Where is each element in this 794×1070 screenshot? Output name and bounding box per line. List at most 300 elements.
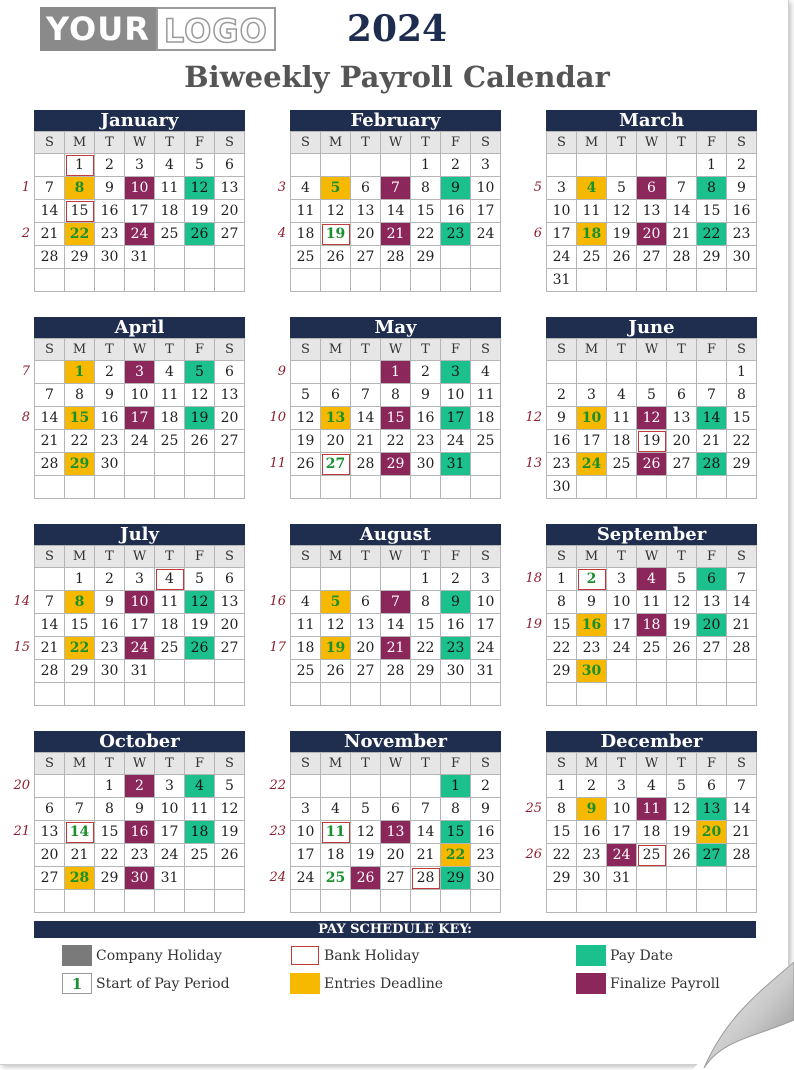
day-cell[interactable]: 29 — [381, 453, 411, 476]
day-cell[interactable]: 8 — [381, 384, 411, 407]
day-cell[interactable]: 24 — [125, 223, 155, 246]
day-cell[interactable]: 7 — [381, 591, 411, 614]
day-cell[interactable]: 24 — [125, 430, 155, 453]
day-cell[interactable]: 4 — [577, 177, 607, 200]
day-cell[interactable]: 4 — [155, 361, 185, 384]
day-cell[interactable]: 9 — [411, 384, 441, 407]
day-cell[interactable]: 17 — [471, 614, 501, 637]
day-cell[interactable]: 2 — [577, 775, 607, 798]
day-cell[interactable]: 12 — [637, 407, 667, 430]
day-cell[interactable]: 5 — [185, 568, 215, 591]
day-cell[interactable]: 29 — [441, 867, 471, 890]
day-cell[interactable]: 2 — [411, 361, 441, 384]
day-cell[interactable]: 22 — [95, 844, 125, 867]
day-cell[interactable]: 13 — [35, 821, 65, 844]
day-cell[interactable]: 13 — [697, 798, 727, 821]
day-cell[interactable]: 23 — [95, 637, 125, 660]
day-cell[interactable]: 10 — [125, 591, 155, 614]
day-cell[interactable]: 10 — [471, 177, 501, 200]
day-cell[interactable]: 23 — [441, 637, 471, 660]
day-cell[interactable]: 19 — [185, 614, 215, 637]
day-cell[interactable]: 12 — [667, 798, 697, 821]
day-cell[interactable]: 19 — [667, 614, 697, 637]
day-cell[interactable]: 16 — [471, 821, 501, 844]
day-cell[interactable]: 11 — [291, 614, 321, 637]
day-cell[interactable]: 10 — [125, 384, 155, 407]
day-cell[interactable]: 6 — [215, 361, 245, 384]
day-cell[interactable]: 16 — [441, 200, 471, 223]
day-cell[interactable]: 18 — [155, 200, 185, 223]
day-cell[interactable]: 12 — [321, 200, 351, 223]
day-cell[interactable]: 19 — [321, 223, 351, 246]
day-cell[interactable]: 15 — [65, 407, 95, 430]
day-cell[interactable]: 22 — [381, 430, 411, 453]
day-cell[interactable]: 2 — [441, 568, 471, 591]
day-cell[interactable]: 26 — [185, 223, 215, 246]
day-cell[interactable]: 15 — [547, 821, 577, 844]
day-cell[interactable]: 23 — [441, 223, 471, 246]
day-cell[interactable]: 10 — [607, 798, 637, 821]
day-cell[interactable]: 12 — [185, 177, 215, 200]
day-cell[interactable]: 23 — [95, 430, 125, 453]
day-cell[interactable]: 11 — [577, 200, 607, 223]
day-cell[interactable]: 6 — [637, 177, 667, 200]
day-cell[interactable]: 23 — [577, 637, 607, 660]
day-cell[interactable]: 17 — [471, 200, 501, 223]
day-cell[interactable]: 8 — [441, 798, 471, 821]
day-cell[interactable]: 7 — [351, 384, 381, 407]
day-cell[interactable]: 8 — [65, 177, 95, 200]
day-cell[interactable]: 2 — [125, 775, 155, 798]
day-cell[interactable]: 3 — [291, 798, 321, 821]
day-cell[interactable]: 8 — [411, 177, 441, 200]
day-cell[interactable]: 11 — [637, 591, 667, 614]
day-cell[interactable]: 25 — [637, 637, 667, 660]
day-cell[interactable]: 23 — [547, 453, 577, 476]
day-cell[interactable]: 16 — [95, 407, 125, 430]
day-cell[interactable]: 14 — [667, 200, 697, 223]
day-cell[interactable]: 19 — [291, 430, 321, 453]
day-cell[interactable]: 17 — [125, 614, 155, 637]
day-cell[interactable]: 10 — [441, 384, 471, 407]
day-cell[interactable]: 25 — [637, 844, 667, 867]
day-cell[interactable]: 31 — [125, 660, 155, 683]
day-cell[interactable]: 17 — [125, 407, 155, 430]
day-cell[interactable]: 25 — [155, 637, 185, 660]
day-cell[interactable]: 23 — [125, 844, 155, 867]
day-cell[interactable]: 22 — [547, 844, 577, 867]
day-cell[interactable]: 11 — [321, 821, 351, 844]
day-cell[interactable]: 13 — [215, 591, 245, 614]
day-cell[interactable]: 21 — [381, 223, 411, 246]
day-cell[interactable]: 18 — [155, 407, 185, 430]
day-cell[interactable]: 26 — [667, 637, 697, 660]
day-cell[interactable]: 20 — [667, 430, 697, 453]
day-cell[interactable]: 26 — [185, 637, 215, 660]
day-cell[interactable]: 12 — [667, 591, 697, 614]
day-cell[interactable]: 29 — [411, 246, 441, 269]
day-cell[interactable]: 1 — [65, 154, 95, 177]
day-cell[interactable]: 5 — [321, 591, 351, 614]
day-cell[interactable]: 30 — [95, 453, 125, 476]
day-cell[interactable]: 27 — [215, 637, 245, 660]
day-cell[interactable]: 25 — [291, 660, 321, 683]
day-cell[interactable]: 18 — [607, 430, 637, 453]
day-cell[interactable]: 8 — [697, 177, 727, 200]
day-cell[interactable]: 13 — [637, 200, 667, 223]
day-cell[interactable]: 21 — [667, 223, 697, 246]
day-cell[interactable]: 9 — [95, 177, 125, 200]
day-cell[interactable]: 5 — [185, 154, 215, 177]
day-cell[interactable]: 1 — [95, 775, 125, 798]
day-cell[interactable]: 1 — [381, 361, 411, 384]
day-cell[interactable]: 29 — [95, 867, 125, 890]
day-cell[interactable]: 27 — [697, 844, 727, 867]
day-cell[interactable]: 22 — [727, 430, 757, 453]
day-cell[interactable]: 2 — [441, 154, 471, 177]
day-cell[interactable]: 28 — [697, 453, 727, 476]
day-cell[interactable]: 26 — [185, 430, 215, 453]
day-cell[interactable]: 8 — [547, 798, 577, 821]
day-cell[interactable]: 14 — [35, 614, 65, 637]
day-cell[interactable]: 30 — [411, 453, 441, 476]
day-cell[interactable]: 20 — [321, 430, 351, 453]
day-cell[interactable]: 24 — [155, 844, 185, 867]
day-cell[interactable]: 4 — [291, 177, 321, 200]
day-cell[interactable]: 26 — [667, 844, 697, 867]
day-cell[interactable]: 4 — [321, 798, 351, 821]
day-cell[interactable]: 22 — [547, 637, 577, 660]
day-cell[interactable]: 21 — [411, 844, 441, 867]
day-cell[interactable]: 10 — [547, 200, 577, 223]
day-cell[interactable]: 24 — [471, 223, 501, 246]
day-cell[interactable]: 28 — [35, 453, 65, 476]
day-cell[interactable]: 6 — [351, 177, 381, 200]
day-cell[interactable]: 26 — [637, 453, 667, 476]
day-cell[interactable]: 28 — [667, 246, 697, 269]
day-cell[interactable]: 14 — [65, 821, 95, 844]
day-cell[interactable]: 7 — [65, 798, 95, 821]
day-cell[interactable]: 21 — [65, 844, 95, 867]
day-cell[interactable]: 24 — [441, 430, 471, 453]
day-cell[interactable]: 13 — [697, 591, 727, 614]
day-cell[interactable]: 14 — [35, 407, 65, 430]
day-cell[interactable]: 30 — [577, 867, 607, 890]
day-cell[interactable]: 17 — [291, 844, 321, 867]
day-cell[interactable]: 22 — [65, 430, 95, 453]
day-cell[interactable]: 16 — [125, 821, 155, 844]
day-cell[interactable]: 21 — [727, 614, 757, 637]
day-cell[interactable]: 6 — [351, 591, 381, 614]
day-cell[interactable]: 3 — [125, 154, 155, 177]
day-cell[interactable]: 27 — [381, 867, 411, 890]
day-cell[interactable]: 8 — [411, 591, 441, 614]
day-cell[interactable]: 24 — [547, 246, 577, 269]
day-cell[interactable]: 13 — [215, 177, 245, 200]
day-cell[interactable]: 19 — [321, 637, 351, 660]
day-cell[interactable]: 29 — [547, 660, 577, 683]
day-cell[interactable]: 27 — [215, 430, 245, 453]
day-cell[interactable]: 1 — [65, 361, 95, 384]
day-cell[interactable]: 26 — [291, 453, 321, 476]
day-cell[interactable]: 2 — [95, 361, 125, 384]
day-cell[interactable]: 5 — [185, 361, 215, 384]
day-cell[interactable]: 7 — [411, 798, 441, 821]
day-cell[interactable]: 24 — [125, 637, 155, 660]
day-cell[interactable]: 12 — [185, 591, 215, 614]
day-cell[interactable]: 1 — [441, 775, 471, 798]
day-cell[interactable]: 25 — [607, 453, 637, 476]
day-cell[interactable]: 28 — [381, 660, 411, 683]
day-cell[interactable]: 15 — [65, 614, 95, 637]
day-cell[interactable]: 15 — [441, 821, 471, 844]
day-cell[interactable]: 10 — [155, 798, 185, 821]
day-cell[interactable]: 18 — [185, 821, 215, 844]
day-cell[interactable]: 3 — [607, 568, 637, 591]
day-cell[interactable]: 12 — [185, 384, 215, 407]
day-cell[interactable]: 21 — [351, 430, 381, 453]
day-cell[interactable]: 4 — [607, 384, 637, 407]
day-cell[interactable]: 12 — [321, 614, 351, 637]
day-cell[interactable]: 2 — [547, 384, 577, 407]
day-cell[interactable]: 25 — [155, 223, 185, 246]
day-cell[interactable]: 12 — [607, 200, 637, 223]
day-cell[interactable]: 7 — [35, 384, 65, 407]
day-cell[interactable]: 15 — [697, 200, 727, 223]
day-cell[interactable]: 27 — [667, 453, 697, 476]
day-cell[interactable]: 18 — [321, 844, 351, 867]
day-cell[interactable]: 20 — [35, 844, 65, 867]
day-cell[interactable]: 5 — [607, 177, 637, 200]
day-cell[interactable]: 10 — [577, 407, 607, 430]
day-cell[interactable]: 3 — [155, 775, 185, 798]
day-cell[interactable]: 11 — [291, 200, 321, 223]
day-cell[interactable]: 18 — [637, 821, 667, 844]
day-cell[interactable]: 31 — [547, 269, 577, 292]
day-cell[interactable]: 19 — [215, 821, 245, 844]
day-cell[interactable]: 3 — [547, 177, 577, 200]
day-cell[interactable]: 27 — [215, 223, 245, 246]
day-cell[interactable]: 24 — [291, 867, 321, 890]
day-cell[interactable]: 21 — [35, 430, 65, 453]
day-cell[interactable]: 12 — [291, 407, 321, 430]
day-cell[interactable]: 17 — [607, 821, 637, 844]
day-cell[interactable]: 9 — [441, 177, 471, 200]
day-cell[interactable]: 15 — [95, 821, 125, 844]
day-cell[interactable]: 7 — [667, 177, 697, 200]
day-cell[interactable]: 22 — [65, 223, 95, 246]
day-cell[interactable]: 9 — [547, 407, 577, 430]
day-cell[interactable]: 11 — [155, 384, 185, 407]
day-cell[interactable]: 16 — [95, 200, 125, 223]
day-cell[interactable]: 17 — [547, 223, 577, 246]
day-cell[interactable]: 1 — [697, 154, 727, 177]
day-cell[interactable]: 14 — [697, 407, 727, 430]
day-cell[interactable]: 20 — [697, 821, 727, 844]
day-cell[interactable]: 2 — [95, 568, 125, 591]
day-cell[interactable]: 18 — [155, 614, 185, 637]
day-cell[interactable]: 6 — [697, 775, 727, 798]
day-cell[interactable]: 9 — [95, 591, 125, 614]
day-cell[interactable]: 3 — [471, 154, 501, 177]
day-cell[interactable]: 16 — [95, 614, 125, 637]
day-cell[interactable]: 7 — [727, 775, 757, 798]
day-cell[interactable]: 22 — [65, 637, 95, 660]
day-cell[interactable]: 28 — [727, 637, 757, 660]
day-cell[interactable]: 6 — [215, 154, 245, 177]
day-cell[interactable]: 28 — [35, 660, 65, 683]
day-cell[interactable]: 29 — [547, 867, 577, 890]
day-cell[interactable]: 20 — [215, 200, 245, 223]
day-cell[interactable]: 19 — [185, 407, 215, 430]
day-cell[interactable]: 29 — [65, 453, 95, 476]
day-cell[interactable]: 13 — [667, 407, 697, 430]
day-cell[interactable]: 17 — [155, 821, 185, 844]
day-cell[interactable]: 11 — [637, 798, 667, 821]
day-cell[interactable]: 2 — [577, 568, 607, 591]
day-cell[interactable]: 6 — [697, 568, 727, 591]
day-cell[interactable]: 30 — [441, 660, 471, 683]
day-cell[interactable]: 14 — [351, 407, 381, 430]
day-cell[interactable]: 15 — [411, 200, 441, 223]
day-cell[interactable]: 8 — [65, 384, 95, 407]
day-cell[interactable]: 24 — [607, 844, 637, 867]
day-cell[interactable]: 31 — [441, 453, 471, 476]
day-cell[interactable]: 8 — [727, 384, 757, 407]
day-cell[interactable]: 1 — [547, 568, 577, 591]
day-cell[interactable]: 25 — [291, 246, 321, 269]
day-cell[interactable]: 5 — [321, 177, 351, 200]
day-cell[interactable]: 6 — [321, 384, 351, 407]
day-cell[interactable]: 17 — [607, 614, 637, 637]
day-cell[interactable]: 6 — [35, 798, 65, 821]
day-cell[interactable]: 12 — [215, 798, 245, 821]
day-cell[interactable]: 18 — [471, 407, 501, 430]
day-cell[interactable]: 7 — [697, 384, 727, 407]
day-cell[interactable]: 15 — [65, 200, 95, 223]
day-cell[interactable]: 2 — [95, 154, 125, 177]
day-cell[interactable]: 27 — [697, 637, 727, 660]
day-cell[interactable]: 11 — [155, 177, 185, 200]
day-cell[interactable]: 25 — [471, 430, 501, 453]
day-cell[interactable]: 14 — [411, 821, 441, 844]
day-cell[interactable]: 2 — [471, 775, 501, 798]
day-cell[interactable]: 1 — [547, 775, 577, 798]
day-cell[interactable]: 23 — [95, 223, 125, 246]
day-cell[interactable]: 25 — [155, 430, 185, 453]
day-cell[interactable]: 28 — [351, 453, 381, 476]
day-cell[interactable]: 9 — [577, 591, 607, 614]
day-cell[interactable]: 29 — [65, 246, 95, 269]
day-cell[interactable]: 16 — [577, 821, 607, 844]
day-cell[interactable]: 16 — [727, 200, 757, 223]
day-cell[interactable]: 21 — [381, 637, 411, 660]
day-cell[interactable]: 27 — [321, 453, 351, 476]
day-cell[interactable]: 30 — [547, 476, 577, 499]
day-cell[interactable]: 14 — [381, 614, 411, 637]
day-cell[interactable]: 21 — [35, 637, 65, 660]
day-cell[interactable]: 24 — [607, 637, 637, 660]
day-cell[interactable]: 16 — [411, 407, 441, 430]
day-cell[interactable]: 26 — [351, 867, 381, 890]
day-cell[interactable]: 11 — [607, 407, 637, 430]
day-cell[interactable]: 15 — [411, 614, 441, 637]
day-cell[interactable]: 13 — [215, 384, 245, 407]
day-cell[interactable]: 10 — [607, 591, 637, 614]
day-cell[interactable]: 14 — [381, 200, 411, 223]
day-cell[interactable]: 24 — [471, 637, 501, 660]
day-cell[interactable]: 25 — [185, 844, 215, 867]
day-cell[interactable]: 19 — [607, 223, 637, 246]
day-cell[interactable]: 16 — [547, 430, 577, 453]
day-cell[interactable]: 4 — [155, 568, 185, 591]
day-cell[interactable]: 20 — [637, 223, 667, 246]
day-cell[interactable]: 18 — [577, 223, 607, 246]
day-cell[interactable]: 13 — [351, 200, 381, 223]
day-cell[interactable]: 27 — [351, 660, 381, 683]
day-cell[interactable]: 26 — [321, 660, 351, 683]
day-cell[interactable]: 30 — [125, 867, 155, 890]
day-cell[interactable]: 4 — [291, 591, 321, 614]
day-cell[interactable]: 22 — [411, 637, 441, 660]
day-cell[interactable]: 4 — [637, 775, 667, 798]
day-cell[interactable]: 28 — [35, 246, 65, 269]
day-cell[interactable]: 23 — [411, 430, 441, 453]
day-cell[interactable]: 25 — [321, 867, 351, 890]
day-cell[interactable]: 6 — [215, 568, 245, 591]
day-cell[interactable]: 12 — [351, 821, 381, 844]
day-cell[interactable]: 30 — [95, 660, 125, 683]
day-cell[interactable]: 3 — [607, 775, 637, 798]
day-cell[interactable]: 5 — [667, 568, 697, 591]
day-cell[interactable]: 10 — [291, 821, 321, 844]
day-cell[interactable]: 1 — [411, 568, 441, 591]
day-cell[interactable]: 26 — [607, 246, 637, 269]
day-cell[interactable]: 3 — [577, 384, 607, 407]
day-cell[interactable]: 5 — [291, 384, 321, 407]
day-cell[interactable]: 14 — [35, 200, 65, 223]
day-cell[interactable]: 9 — [577, 798, 607, 821]
day-cell[interactable]: 18 — [291, 637, 321, 660]
day-cell[interactable]: 28 — [411, 867, 441, 890]
day-cell[interactable]: 15 — [381, 407, 411, 430]
day-cell[interactable]: 30 — [95, 246, 125, 269]
day-cell[interactable]: 5 — [667, 775, 697, 798]
day-cell[interactable]: 16 — [441, 614, 471, 637]
day-cell[interactable]: 4 — [185, 775, 215, 798]
day-cell[interactable]: 20 — [351, 223, 381, 246]
day-cell[interactable]: 21 — [727, 821, 757, 844]
day-cell[interactable]: 8 — [95, 798, 125, 821]
day-cell[interactable]: 30 — [471, 867, 501, 890]
day-cell[interactable]: 28 — [727, 844, 757, 867]
day-cell[interactable]: 20 — [215, 614, 245, 637]
day-cell[interactable]: 10 — [471, 591, 501, 614]
day-cell[interactable]: 7 — [381, 177, 411, 200]
day-cell[interactable]: 7 — [35, 177, 65, 200]
day-cell[interactable]: 18 — [291, 223, 321, 246]
day-cell[interactable]: 3 — [471, 568, 501, 591]
day-cell[interactable]: 6 — [667, 384, 697, 407]
day-cell[interactable]: 4 — [637, 568, 667, 591]
day-cell[interactable]: 28 — [65, 867, 95, 890]
day-cell[interactable]: 20 — [351, 637, 381, 660]
day-cell[interactable]: 17 — [577, 430, 607, 453]
day-cell[interactable]: 13 — [381, 821, 411, 844]
day-cell[interactable]: 31 — [125, 246, 155, 269]
day-cell[interactable]: 17 — [441, 407, 471, 430]
day-cell[interactable]: 3 — [441, 361, 471, 384]
